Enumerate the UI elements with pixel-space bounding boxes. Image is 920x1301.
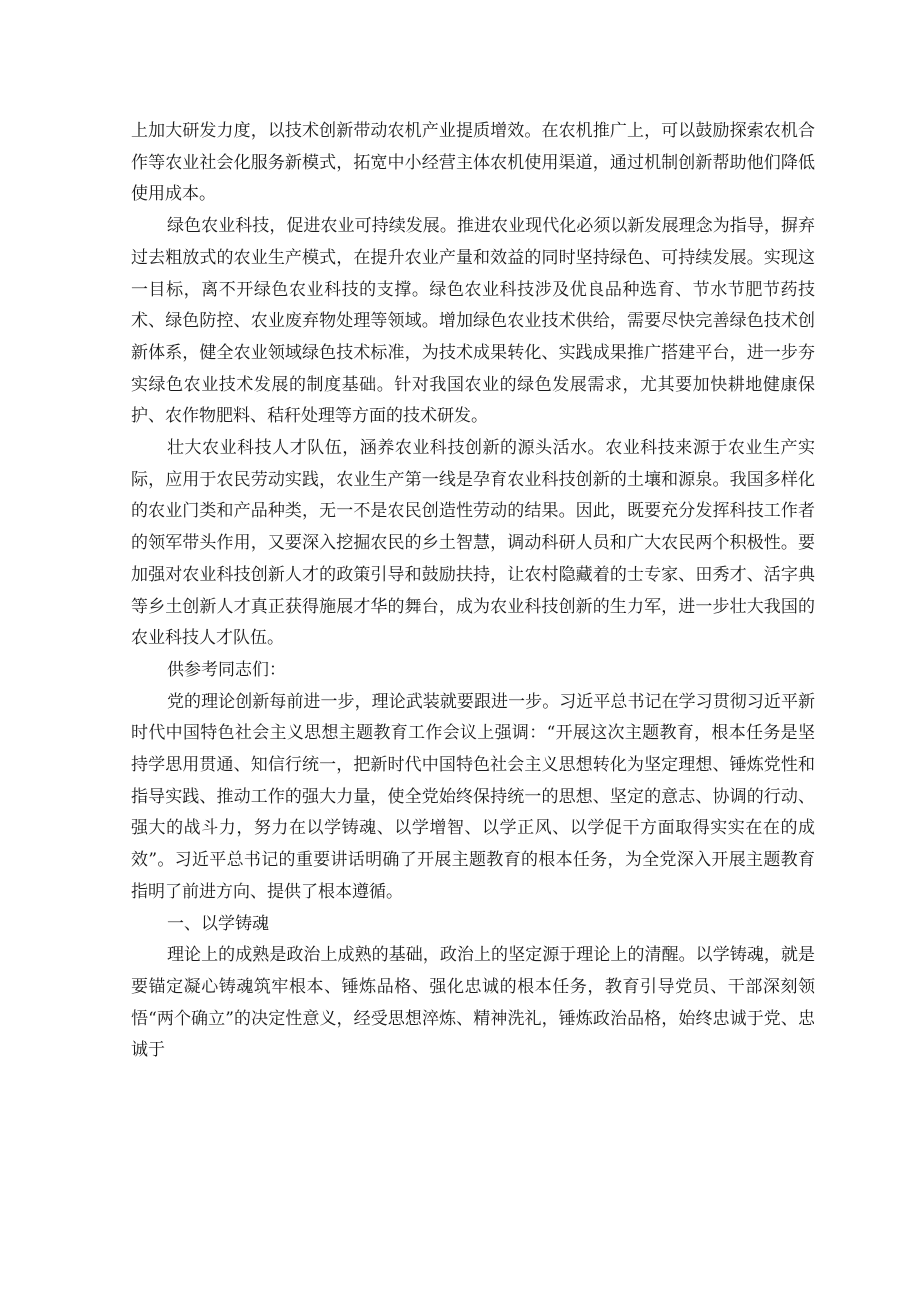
document-page: [131, 116, 815, 1067]
paragraph-reference-greeting: 供参考同志们：: [167, 659, 286, 680]
section-heading-1: 一、以学铸魂: [167, 913, 269, 934]
paragraph-agri-machinery: 上加大研发力度，以技术创新带动农机产业提质增效。在农机推广上，可以鼓励探索农机合作等农业社会化服务新模式，拓宽中小经营主体农机使用渠道，通过机制创新帮助他们降低使用成本。: [131, 121, 815, 205]
paragraph-theory-innovation: 党的理论创新每前进一步，理论武装就要跟进一步。习近平总书记在学习贯彻习近平新时代中国特色社会主义思想主题教育工作会议上强调：“开展这次主题教育，根本任务是坚持学思用贯通、知信行统一，把新时代中国特色社会主义思想转化为坚定理想、锤炼党性和指导实践、推动工作的强大力量，使全党始终保持统一的思想、坚定的意志、协调的行动、强大的战斗力，努力在以学铸魂、以学增智、以学正风、以学促干方面取得实实在在的成效”。习近平总书记的重要讲话明确了开展主题教育的根本任务，为全党深入开展主题教育指明了前进方向、提供了根本遵循。: [131, 691, 815, 902]
paragraph-theory-maturity: 理论上的成熟是政治上成熟的基础，政治上的坚定源于理论上的清醒。以学铸魂，就是要锚定凝心铸魂筑牢根本、锤炼品格、强化忠诚的根本任务，教育引导党员、干部深刻领悟“两个确立”的决定性意义，经受思想淬炼、精神洗礼，锤炼政治品格，始终忠诚于党、忠诚于: [131, 945, 815, 1061]
paragraph-agri-talent: 壮大农业科技人才队伍，涵养农业科技创新的源头活水。农业科技来源于农业生产实际，应用于农民劳动实践，农业生产第一线是孕育农业科技创新的土壤和源泉。我国多样化的农业门类和产品种类，无一不是农民创造性劳动的结果。因此，既要充分发挥科技工作者的领军带头作用，又要深入挖掘农民的乡土智慧，调动科研人员和广大农民两个积极性。要加强对农业科技创新人才的政策引导和鼓励扶持，让农村隐藏着的士专家、田秀才、活字典等乡土创新人才真正获得施展才华的舞台，成为农业科技创新的生力军，进一步壮大我国的农业科技人才队伍。: [131, 438, 815, 649]
paragraph-green-agri-tech: 绿色农业科技，促进农业可持续发展。推进农业现代化必须以新发展理念为指导，摒弃过去粗放式的农业生产模式，在提升农业产量和效益的同时坚持绿色、可持续发展。实现这一目标，离不开绿色农业科技的支撑。绿色农业科技涉及优良品种选育、节水节肥节药技术、绿色防控、农业废弃物处理等领域。增加绿色农业技术供给，需要尽快完善绿色技术创新体系，健全农业领域绿色技术标准，为技术成果转化、实践成果推广搭建平台，进一步夯实绿色农业技术发展的制度基础。针对我国农业的绿色发展需求，尤其要加快耕地健康保护、农作物肥料、秸秆处理等方面的技术研发。: [131, 216, 815, 427]
